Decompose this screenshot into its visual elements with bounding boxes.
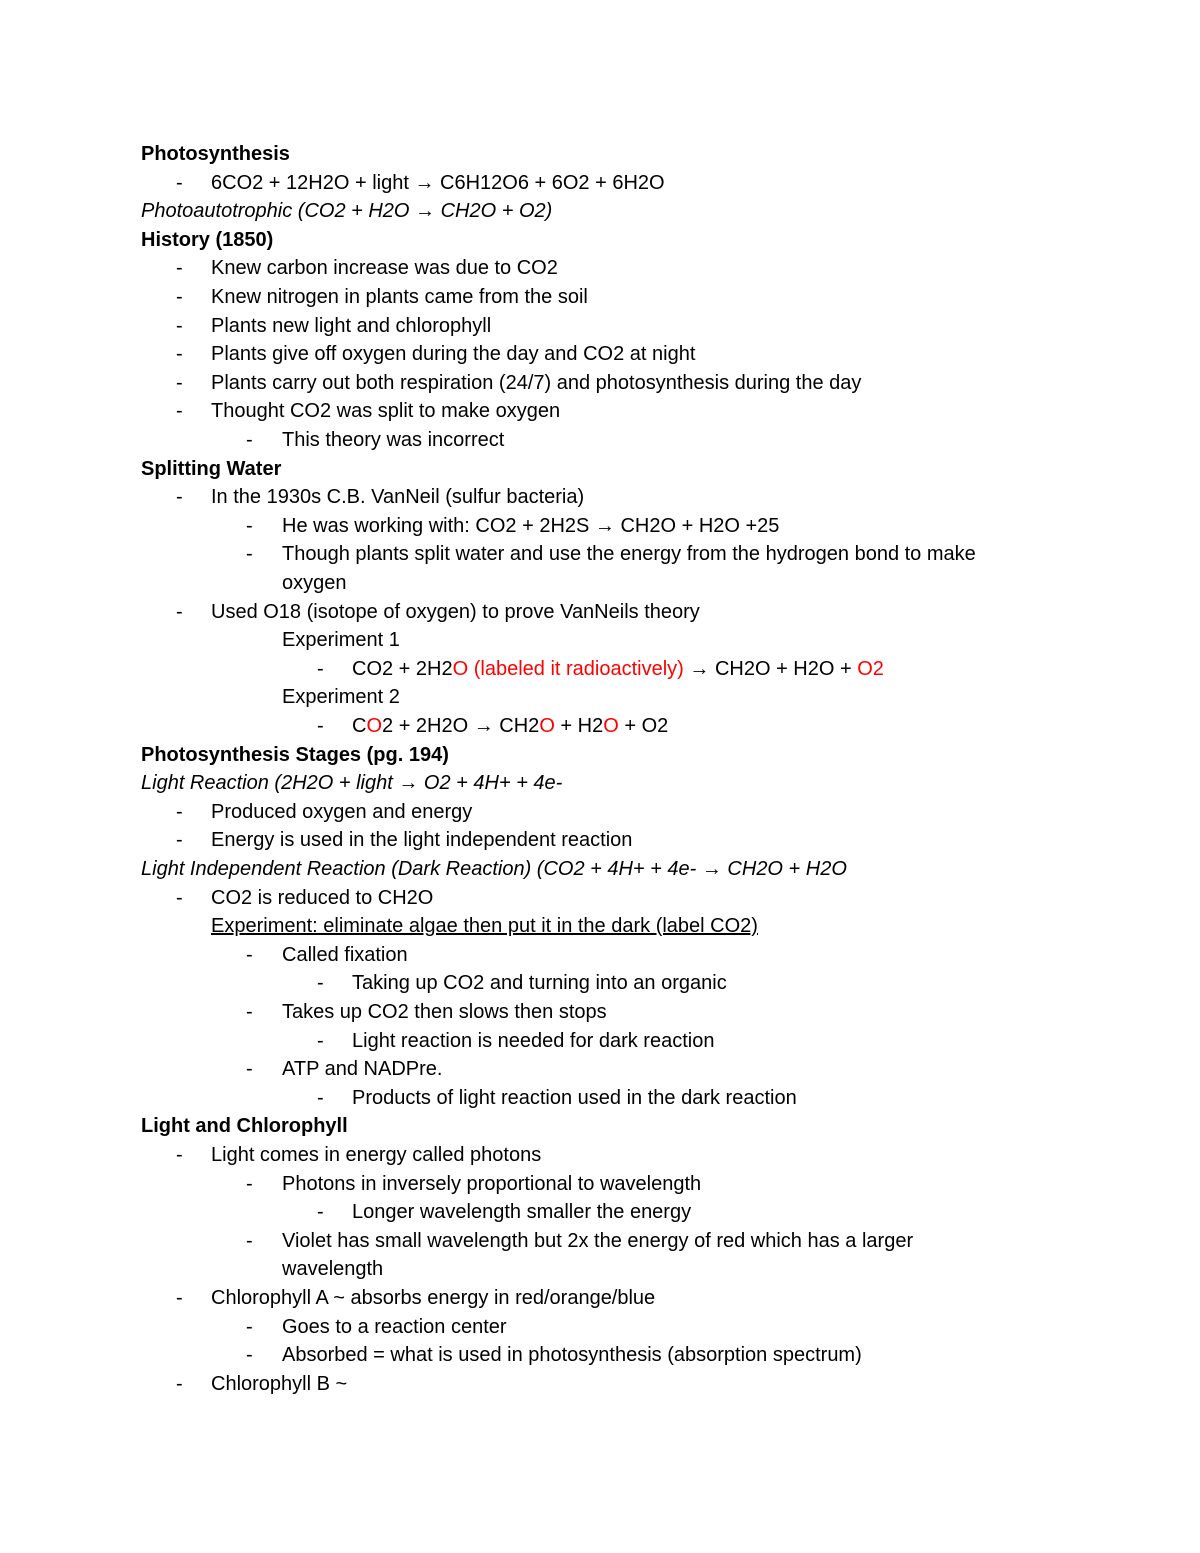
line-text [282,540,976,568]
bullet-dash: - [246,429,253,451]
bullet-dash: - [176,171,183,194]
highlighted-text: O [603,715,619,737]
text-run: Light reaction is needed for dark reaction [352,1029,715,1052]
bullet-dash: - [176,1287,183,1309]
line-text [211,283,588,311]
line-text [141,140,290,168]
line-text [282,569,347,597]
text-run: Light and Chlorophyll [141,1115,348,1138]
line-text [282,426,504,454]
text-run: Photons in inversely proportional to wavelength [282,1172,702,1195]
text-run: Goes to a reaction center [282,1315,507,1338]
text-run: Experiment 2 [282,686,400,709]
bullet-dash: - [176,371,183,394]
line-text [282,1313,507,1341]
line-text [282,683,400,711]
text-run: Produced oxygen and energy [211,800,473,823]
text-run: Knew carbon increase was due to CO2 [211,257,558,280]
bullet-dash: - [176,400,183,423]
line-text [141,455,281,483]
highlighted-text: O (labeled it radioactively) [452,657,684,680]
bullet-dash: - [246,543,253,566]
line-text [141,1112,348,1140]
line-text [282,626,400,654]
bullet-dash: - [176,343,183,366]
line-text [352,1198,691,1226]
bullet-dash: - [317,715,324,737]
bullet-dash: - [176,257,183,280]
bullet-dash: - [246,514,253,537]
text-run: Called fixation [282,943,408,966]
text-run: CO2 is reduced to CH2O [211,886,434,909]
text-run: Chlorophyll A ~ absorbs energy in red/orange/blue [211,1287,656,1309]
bullet-dash: - [246,1172,253,1195]
text-run: Light comes in energy called photons [211,1144,542,1166]
line-text [211,884,433,912]
bullet-dash: - [176,600,183,623]
line-text [141,197,552,225]
text-run: → CH2O + H2O + [683,657,858,680]
text-run: C [352,715,367,737]
text-run: In the 1930s C.B. VanNeil (sulfur bacteria) [211,486,585,509]
line-text [282,941,408,969]
bullet-dash: - [317,657,324,680]
text-run: + H2 [554,715,604,737]
text-run: Light Independent Reaction (Dark Reaction) (CO2 + 4H+ + 4e- → CH2O + H2O [141,858,847,880]
bullet-dash: - [176,829,183,852]
text-run: Longer wavelength smaller the energy [352,1201,692,1224]
line-text [141,769,562,797]
bullet-dash: - [176,886,183,909]
bullet-dash: - [176,800,183,823]
line-text [141,741,449,769]
text-run: Photoautotrophic (CO2 + H2O → CH2O + O2) [141,200,553,223]
text-run: Violet has small wavelength but 2x the energy of red which has a larger [282,1229,914,1252]
text-run: Light Reaction (2H2O + light → O2 + 4H+ + 4e- [141,772,563,795]
bullet-dash: - [246,1315,253,1338]
text-run: History (1850) [141,228,274,251]
line-text [211,483,584,511]
line-text [282,1170,701,1198]
line-text [211,254,558,282]
line-text [211,1284,655,1312]
text-run: Plants carry out both respiration (24/7) and photosynthesis during the day [211,371,862,394]
highlighted-text: O [539,715,555,737]
bullet-dash: - [246,1001,253,1023]
line-text [352,1027,714,1055]
text-run: Taking up CO2 and turning into an organic [352,972,727,995]
bullet-dash: - [176,286,183,308]
line-text [211,340,695,368]
line-text [211,826,632,854]
line-text [352,969,727,997]
line-text [282,512,779,540]
line-text [211,912,758,940]
bullet-dash: - [246,1229,253,1252]
text-run: Chlorophyll B ~ [211,1372,348,1395]
text-run: Takes up CO2 then slows then stops [282,1001,607,1023]
line-text [282,998,607,1026]
text-run: He was working with: CO2 + 2H2S → CH2O + H2O +25 [282,514,780,537]
line-text [211,397,560,425]
bullet-dash: - [246,1344,253,1367]
text-run: Splitting Water [141,457,282,480]
text-run: Plants new light and chlorophyll [211,314,492,337]
bullet-dash: - [317,1029,324,1052]
line-text [211,1370,347,1398]
bullet-dash: - [176,1144,183,1166]
line-text [141,226,273,254]
text-run: Energy is used in the light independent reaction [211,829,633,852]
text-run: Thought CO2 was split to make oxygen [211,400,561,423]
bullet-dash: - [246,1058,253,1081]
text-run: Photosynthesis Stages (pg. 194) [141,743,449,766]
text-run: Products of light reaction used in the dark reaction [352,1086,797,1109]
line-text [211,798,472,826]
text-run: wavelength [282,1258,384,1281]
highlighted-text: O [366,715,383,737]
text-run: Plants give off oxygen during the day and CO2 at night [211,343,696,366]
line-text [211,1141,541,1169]
text-run: 2 + 2H2O → CH2 [382,715,540,737]
text-run: Experiment 1 [282,629,400,652]
text-run: This theory was incorrect [282,429,505,451]
line-text [352,655,884,683]
text-run: Used O18 (isotope of oxygen) to prove VanNeils theory [211,600,700,623]
line-text [211,369,861,397]
bullet-dash: - [176,486,183,509]
text-run: Photosynthesis [141,143,290,165]
line-text [141,855,847,883]
line-text [282,1341,862,1369]
bullet-dash: - [317,1086,324,1109]
line-text [352,712,668,740]
line-text [282,1055,442,1083]
bullet-dash: - [176,314,183,337]
text-run: + O2 [618,715,669,737]
bullet-dash: - [176,1372,183,1395]
line-text [211,169,665,197]
line-text [211,598,700,626]
line-text [282,1227,913,1255]
line-text [352,1084,797,1112]
text-run: Though plants split water and use the energy from the hydrogen bond to make [282,543,976,566]
bullet-dash: - [246,943,253,966]
line-text [211,312,491,340]
text-run: ATP and NADPre. [282,1058,443,1081]
text-run: Experiment: eliminate algae then put it in the dark (label CO2) [211,915,758,938]
text-run: oxygen [282,572,347,594]
text-run: 6CO2 + 12H2O + light → C6H12O6 + 6O2 + 6H2O [211,171,665,194]
text-run: Absorbed = what is used in photosynthesis (absorption spectrum) [282,1344,862,1367]
bullet-dash: - [317,972,324,995]
text-run: Knew nitrogen in plants came from the soil [211,286,588,308]
bullet-dash: - [317,1201,324,1224]
highlighted-text: O2 [857,657,884,680]
text-run: CO2 + 2H2 [352,657,453,680]
line-text [282,1255,383,1283]
